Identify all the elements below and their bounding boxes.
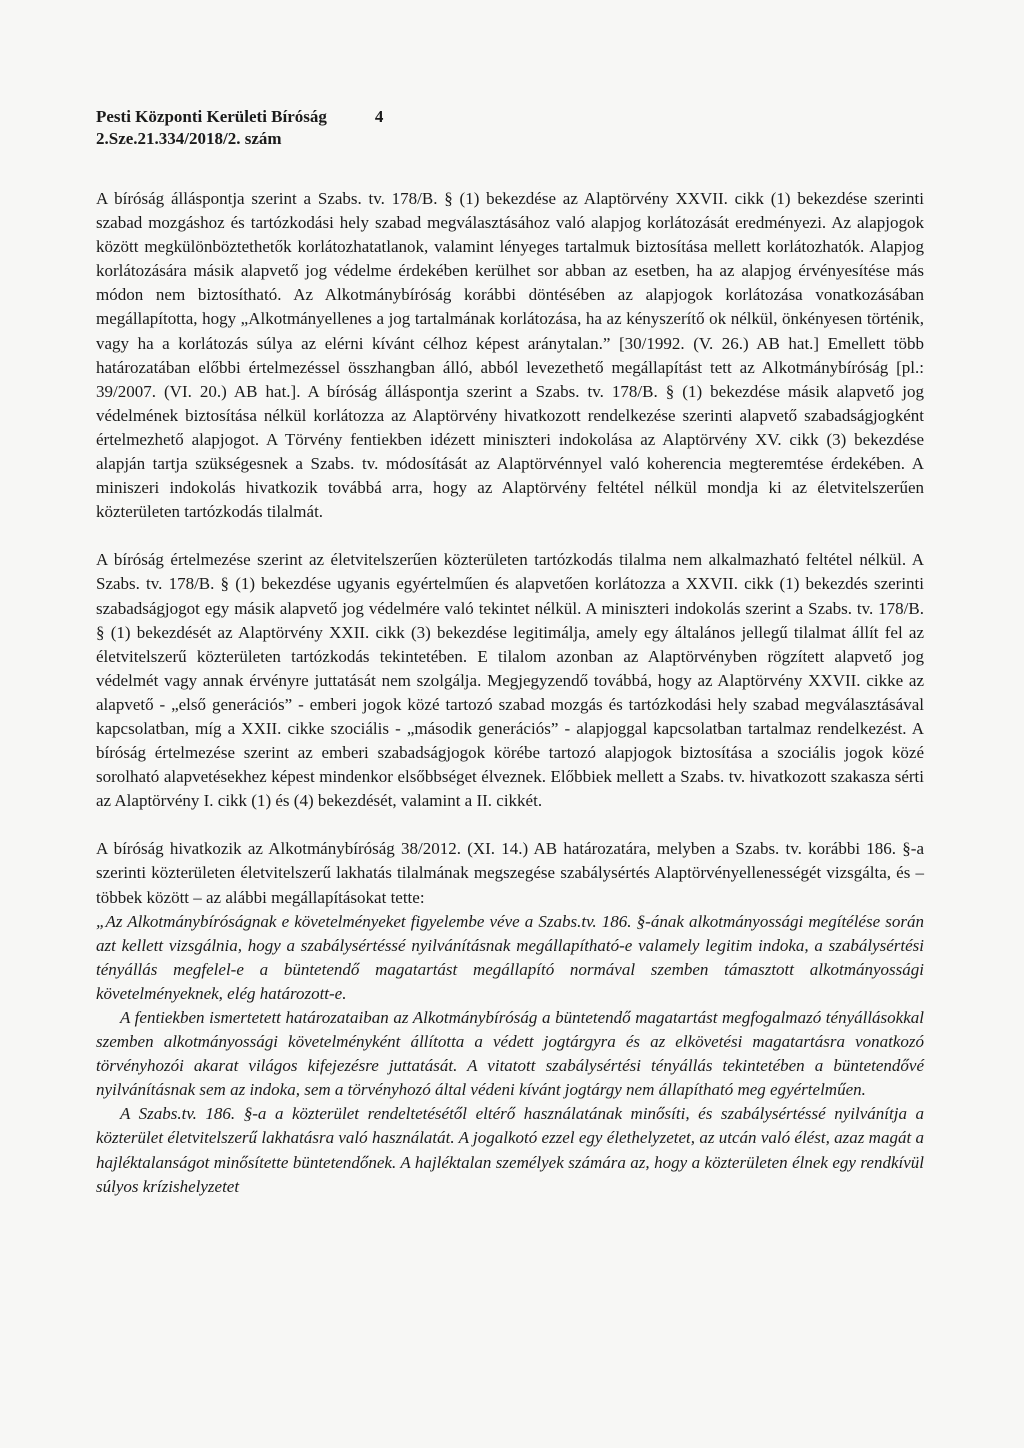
- quote-paragraph-3: A Szabs.tv. 186. §-a a közterület rendeltetésétől eltérő használatának minősíti, és szabálysértéssé nyilvánítja a közterület életvitelszerű lakhatásra való használatát. A jogalkotó ezzel egy élethelyzetet, az utcán való élést, azaz magát a hajléktalanságot minősítette büntetendőnek. A hajléktalan személyek számára az, hogy a közterületen élnek egy rendkívül súlyos krízishelyzetet: [96, 1104, 924, 1196]
- paragraph-3: A bíróság hivatkozik az Alkotmánybíróság 38/2012. (XI. 14.) AB határozatára, melyben a Szabs. tv. korábbi 186. §-a szerinti közterületen életvitelszerű lakhatás tilalmának megszegése szabálysértés Alaptörvényellenességét vizsgálta, és – többek között – az alábbi megállapításokat tette:: [96, 839, 924, 907]
- document-header: [96, 106, 924, 150]
- page-number: 4: [374, 107, 384, 126]
- quote-paragraph-1: „Az Alkotmánybíróságnak e követelményeket figyelembe véve a Szabs.tv. 186. §-ának alkotmányossági megítélése során azt kellett vizsgálnia, hogy a szabálysértéssé nyilvánításnak megállapítható-e valamely legitim indoka, a szabálysértési tényállás megfelel-e a büntetendő magatartást megállapító normával szemben támasztott alkotmányossági követelményeknek, elég határozott-e.: [96, 911, 924, 1003]
- paragraph-2: A bíróság értelmezése szerint az életvitelszerűen közterületen tartózkodás tilalma nem alkalmazható feltétel nélkül. A Szabs. tv. 178/B. § (1) bekezdése ugyanis egyértelműen és alapvetően korlátozza a XXVII. cikk (1) bekezdés szerinti szabadságjogot egy másik alapvető jog védelmére való tekintet nélkül. A miniszteri indokolás szerint a Szabs. tv. 178/B. § (1) bekezdését az Alaptörvény XXII. cikk (3) bekezdése legitimálja, amely egy általános jellegű tilalmat állít fel az életvitelszerű közterületen tartózkodás tekintetében. E tilalom azonban az Alaptörvényben rögzített alapvető jog védelmét vagy annak érvényre juttatását nem szolgálja. Megjegyzendő továbbá, hogy az Alaptörvény XXVII. cikke az alapvető - „első generációs” - emberi jogok közé tartozó szabad mozgás és tartózkodási hely szabad megválasztásával kapcsolatban, míg a XXII. cikke szociális - „második generációs” - alapjoggal kapcsolatban tartalmaz rendelkezést. A bíróság értelmezése szerint az emberi szabadságjogok körébe tartozó alapjogok biztosítása a szociális jogok közé sorolható alapvetésekhez képest mindenkor elsőbbséget élveznek. Előbbiek mellett a Szabs. tv. hivatkozott szakasza sérti az Alaptörvény I. cikk (1) és (4) bekezdését, valamint a II. cikkét.: [96, 550, 924, 811]
- case-number: 2.Sze.21.334/2018/2. szám: [96, 129, 282, 148]
- document-body: [96, 187, 924, 1199]
- quote-paragraph-2: A fentiekben ismertetett határozataiban az Alkotmánybíróság a büntetendő magatartást megfogalmazó tényállásokkal szemben alkotmányossági követelményként állította a védett jogtárgyra és az elkövetési magatartásra vonatkozó törvényhozói akarat világos kifejezésre juttatását. A vitatott szabálysértési tényállás tekintetében a büntetendővé nyilvánításnak sem az indoka, sem a törvényhozó által védeni kívánt jogtárgy nem állapítható meg egyértelműen.: [96, 1008, 924, 1100]
- paragraph-1: A bíróság álláspontja szerint a Szabs. tv. 178/B. § (1) bekezdése az Alaptörvény XXVII. cikk (1) bekezdése szerinti szabad mozgáshoz és tartózkodási hely szabad megválasztásához való alapjog korlátozását eredményezi. Az alapjogok között megkülönböztethetők korlátozhatatlanok, valamint lényeges tartalmuk biztosítása mellett korlátozhatók. Alapjog korlátozására másik alapvető jog védelme érdekében kerülhet sor abban az esetben, ha az alapjog érvényesítése más módon nem biztosítható. Az Alkotmánybíróság korábbi döntésében az alapjogok korlátozása vonatkozásában megállapította, hogy „Alkotmányellenes a jog tartalmának korlátozása, ha az kényszerítő ok nélkül, önkényesen történik, vagy ha a korlátozás súlya az elérni kívánt célhoz képest aránytalan.” [30/1992. (V. 26.) AB hat.] Emellett több határozatában előbbi értelmezéssel összhangban álló, abból levezethető megállapítást tett az Alkotmánybíróság [pl.: 39/2007. (VI. 20.) AB hat.]. A bíróság álláspontja szerint a Szabs. tv. 178/B. § (1) bekezdése másik alapvető jog védelmének biztosítása nélkül korlátozza az Alaptörvény hivatkozott rendelkezése szerinti alapvető szabadságjogként értelmezhető alapjogot. A Törvény fentiekben idézett miniszteri indokolása az Alaptörvény XV. cikk (3) bekezdése alapján tartja szükségesnek a Szabs. tv. módosítását az Alaptörvénnyel való koherencia megteremtése érdekében. A miniszeri indokolás hivatkozik továbbá arra, hogy az Alaptörvény feltétel nélkül mondja ki az életvitelszerűen közterületen tartózkodás tilalmát.: [96, 189, 924, 522]
- court-name: Pesti Központi Kerületi Bíróság: [96, 107, 327, 126]
